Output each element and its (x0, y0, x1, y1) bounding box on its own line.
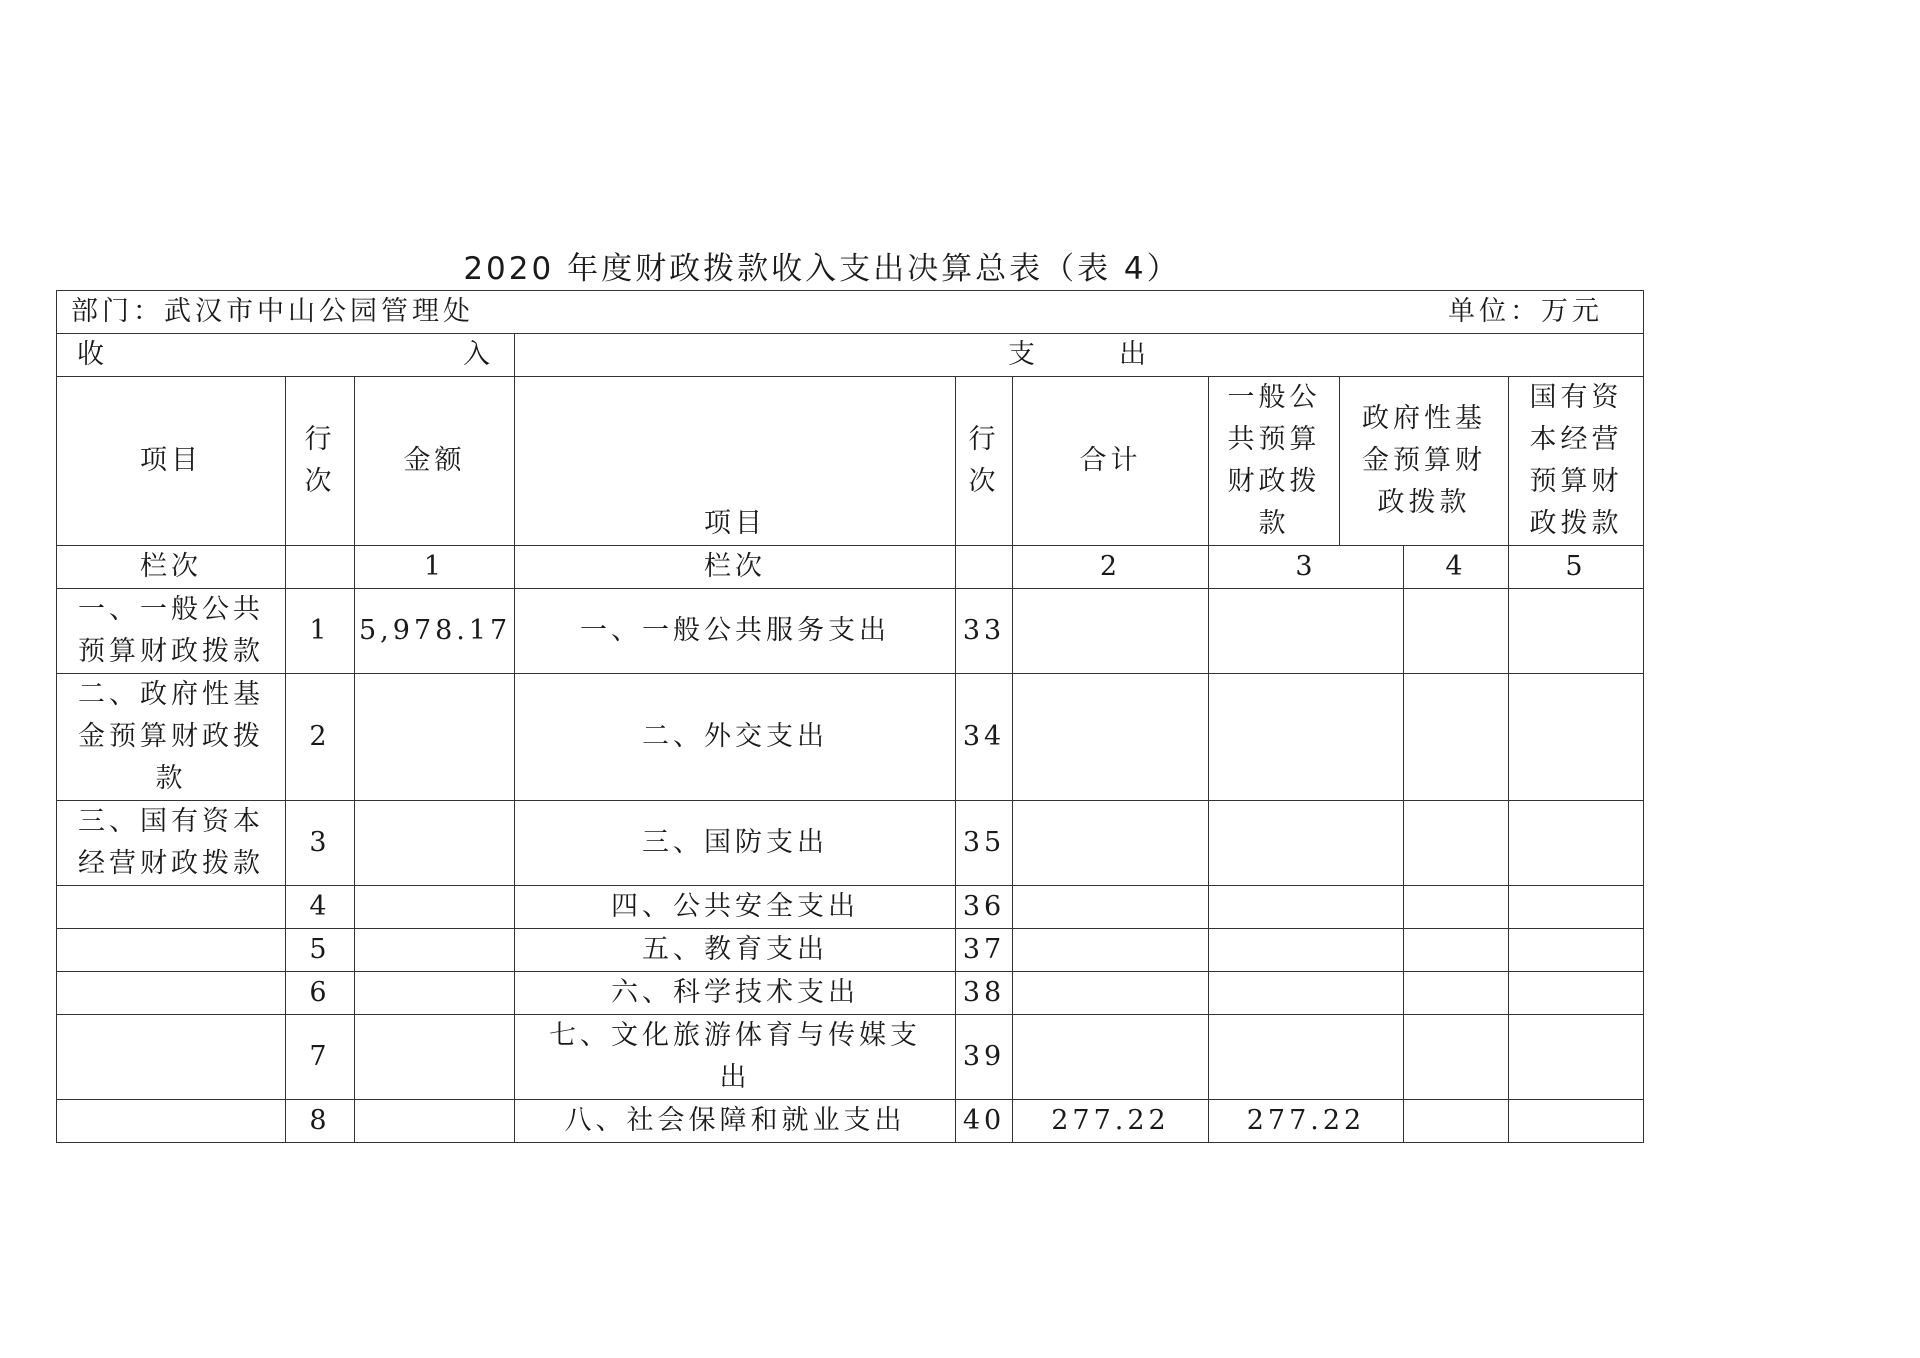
income-section-left: 收 (77, 339, 108, 370)
page-title: 2020 年度财政拨款收入支出决算总表（表 4） (463, 251, 1181, 287)
cell-total (1013, 1015, 1209, 1100)
cell-gov-fund (1404, 1015, 1509, 1100)
cell-general-budget: 277.22 (1209, 1100, 1404, 1143)
cell-state-capital (1509, 1100, 1644, 1143)
cell-expense-item: 七、文化旅游体育与传媒支出 (515, 1015, 956, 1100)
cell-row-no: 1 (286, 589, 355, 674)
cell-general-budget (1209, 589, 1404, 674)
cell-income-item (57, 1100, 286, 1143)
header-state-capital (1509, 377, 1644, 546)
cell-expense-item: 三、国防支出 (515, 801, 956, 886)
header-total: 合计 (1013, 377, 1209, 546)
unit-label: 单位：万元 (1448, 296, 1604, 327)
col-index-label-left: 栏次 (57, 546, 286, 589)
expense-section (515, 334, 1644, 377)
header-general-budget-text: 一般公共预算财政拨款 (1227, 382, 1321, 539)
header-expense-item: 项目 (515, 377, 956, 546)
cell-expense-item: 五、教育支出 (515, 929, 956, 972)
cell-general-budget (1209, 929, 1404, 972)
cell-amount: 5,978.17 (355, 589, 515, 674)
cell-total (1013, 972, 1209, 1015)
cell-amount (355, 1015, 515, 1100)
cell-expense-row-no: 34 (956, 674, 1013, 801)
cell-row-no: 6 (286, 972, 355, 1015)
column-index-row (57, 546, 1644, 589)
cell-general-budget (1209, 972, 1404, 1015)
header-gov-fund-text: 政府性基金预算财政拨款 (1362, 403, 1486, 518)
cell-income-item (57, 972, 286, 1015)
expense-section-left: 支 (1008, 339, 1040, 370)
cell-general-budget (1209, 801, 1404, 886)
cell-general-budget (1209, 1015, 1404, 1100)
cell-income-item (57, 929, 286, 972)
cell-amount (355, 801, 515, 886)
cell-amount (355, 929, 515, 972)
header-state-capital-text: 国有资本经营预算财政拨款 (1529, 382, 1623, 539)
cell-state-capital (1509, 1015, 1644, 1100)
cell-expense-row-no: 39 (956, 1015, 1013, 1100)
cell-general-budget (1209, 674, 1404, 801)
income-section-right: 入 (463, 339, 494, 370)
cell-row-no: 2 (286, 674, 355, 801)
cell-state-capital (1509, 589, 1644, 674)
cell-state-capital (1509, 972, 1644, 1015)
header-expense-row-no (956, 377, 1013, 546)
cell-total (1013, 886, 1209, 929)
final-accounts-table (56, 290, 1644, 1143)
col-index-2: 2 (1013, 546, 1209, 589)
cell-income-item: 一、一般公共预算财政拨款 (57, 589, 286, 674)
header-row-no-text: 行次 (304, 424, 336, 497)
table-row (57, 972, 1644, 1015)
table-row (57, 1015, 1644, 1100)
cell-total: 277.22 (1013, 1100, 1209, 1143)
col-index-4: 4 (1404, 546, 1509, 589)
cell-expense-row-no: 35 (956, 801, 1013, 886)
cell-income-item: 三、国有资本经营财政拨款 (57, 801, 286, 886)
header-row (57, 377, 1644, 546)
cell-general-budget (1209, 886, 1404, 929)
cell-amount (355, 972, 515, 1015)
cell-row-no: 3 (286, 801, 355, 886)
cell-income-item: 二、政府性基金预算财政拨款 (57, 674, 286, 801)
header-row-no (286, 377, 355, 546)
cell-expense-item: 四、公共安全支出 (515, 886, 956, 929)
header-expense-row-no-text: 行次 (968, 424, 1000, 497)
section-row (57, 334, 1644, 377)
table-row (57, 589, 1644, 674)
cell-expense-row-no: 36 (956, 886, 1013, 929)
header-general-budget (1209, 377, 1340, 546)
header-amount: 金额 (355, 377, 515, 546)
cell-expense-item: 二、外交支出 (515, 674, 956, 801)
header-income-item: 项目 (57, 377, 286, 546)
col-index-1: 1 (355, 546, 515, 589)
cell-total (1013, 674, 1209, 801)
cell-income-item (57, 1015, 286, 1100)
cell-expense-item: 八、社会保障和就业支出 (515, 1100, 956, 1143)
col-index-5: 5 (1509, 546, 1644, 589)
meta-row (57, 291, 1644, 334)
cell-gov-fund (1404, 801, 1509, 886)
cell-gov-fund (1404, 674, 1509, 801)
cell-row-no: 8 (286, 1100, 355, 1143)
col-index-3: 3 (1209, 546, 1404, 589)
cell-row-no: 4 (286, 886, 355, 929)
cell-row-no: 7 (286, 1015, 355, 1100)
cell-gov-fund (1404, 589, 1509, 674)
col-index-empty-1 (286, 546, 355, 589)
table-row (57, 886, 1644, 929)
table-row (57, 801, 1644, 886)
cell-state-capital (1509, 674, 1644, 801)
cell-total (1013, 589, 1209, 674)
table-row (57, 1100, 1644, 1143)
department-label: 部门：武汉市中山公园管理处 (71, 296, 474, 327)
income-section (57, 334, 515, 377)
cell-state-capital (1509, 801, 1644, 886)
cell-expense-row-no: 40 (956, 1100, 1013, 1143)
cell-total (1013, 929, 1209, 972)
col-index-empty-2 (956, 546, 1013, 589)
cell-expense-row-no: 38 (956, 972, 1013, 1015)
table-row (57, 674, 1644, 801)
cell-state-capital (1509, 929, 1644, 972)
cell-state-capital (1509, 886, 1644, 929)
cell-gov-fund (1404, 972, 1509, 1015)
cell-income-item (57, 886, 286, 929)
cell-total (1013, 801, 1209, 886)
cell-amount (355, 886, 515, 929)
col-index-label-right: 栏次 (515, 546, 956, 589)
meta-cell (57, 291, 1644, 334)
cell-gov-fund (1404, 886, 1509, 929)
expense-section-right: 出 (1119, 339, 1151, 370)
cell-gov-fund (1404, 929, 1509, 972)
cell-expense-row-no: 33 (956, 589, 1013, 674)
cell-amount (355, 674, 515, 801)
cell-expense-item: 一、一般公共服务支出 (515, 589, 956, 674)
cell-expense-item: 六、科学技术支出 (515, 972, 956, 1015)
table-row (57, 929, 1644, 972)
cell-gov-fund (1404, 1100, 1509, 1143)
header-gov-fund (1340, 377, 1509, 546)
cell-expense-row-no: 37 (956, 929, 1013, 972)
cell-amount (355, 1100, 515, 1143)
cell-row-no: 5 (286, 929, 355, 972)
